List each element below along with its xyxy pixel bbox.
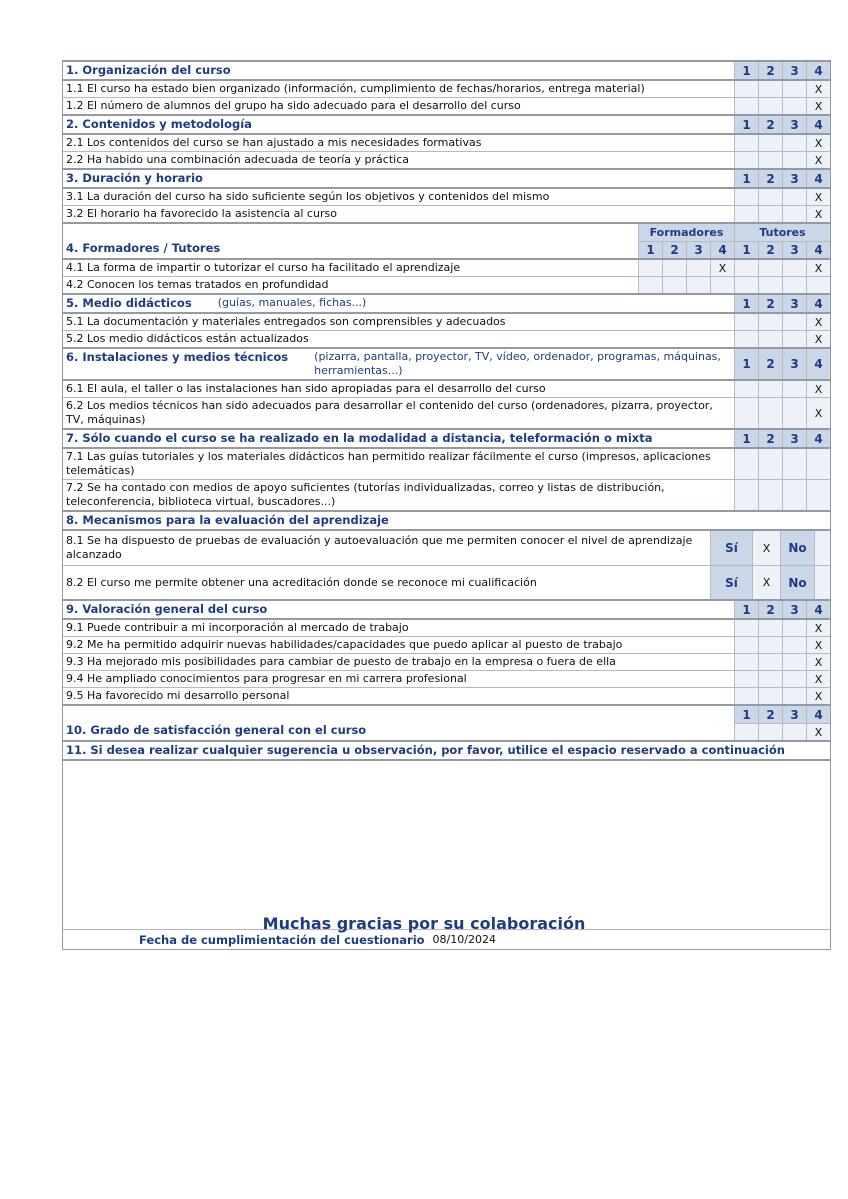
rating-cell-1 [734,654,758,670]
no-cell: No [780,566,814,599]
section-title: 2. Contenidos y metodología [66,117,252,131]
question-row [63,314,830,330]
rating-cell-4 [710,277,734,293]
section-title: 11. Si desea realizar cualquier sugerencia u observación, por favor, utilice el espacio reservado a continuación [66,743,785,757]
section-header-row [63,168,830,189]
scale-header-cell-2: 2 [758,242,782,258]
rating-cell-4: X [806,381,830,397]
rating-cell-3 [782,152,806,168]
section-text [63,349,734,379]
section-text [63,742,830,759]
section-title: 5. Medio didácticos [66,296,192,310]
date-value: 08/10/2024 [432,933,496,946]
scale-header-cell-4: 4 [806,430,830,447]
rating-cell-4 [806,449,830,479]
rating-cell-4: X [710,260,734,276]
formadores-tutores-header-row [63,222,830,260]
question-row [63,135,830,151]
question-text: 7.1 Las guías tutoriales y los materiales didácticos han permitido realizar fácilmente el curso (impresos, aplicaciones telemáticas) [66,450,711,477]
section-header-row [63,510,830,531]
rating-cell-3 [782,189,806,205]
rating-cell-2 [758,314,782,330]
question-text: 1.1 El curso ha estado bien organizado (información, cumplimiento de fechas/horarios, entrega material) [66,82,645,95]
scale-header-cell-2: 2 [758,62,782,79]
rating-cell-1 [734,398,758,428]
rating-scale [734,242,830,258]
questionnaire-form [62,60,831,950]
rating-cell-4: X [806,688,830,704]
scale-header-cell-1: 1 [734,242,758,258]
rating-cell-7 [782,277,806,293]
tutores-header: Tutores [734,224,830,241]
rating-scale [734,189,830,205]
rating-cell-3 [782,381,806,397]
rating-cell-3 [782,724,806,740]
rating-cell-3 [686,277,710,293]
section-note: (guías, manuales, fichas...) [217,296,367,309]
section-title: 7. Sólo cuando el curso se ha realizado en la modalidad a distancia, teleformación o mixta [66,431,653,445]
question-text: 4.2 Conocen los temas tratados en profundidad [66,278,329,291]
rating-cell-4: X [806,398,830,428]
rating-cell-1 [734,637,758,653]
section-header-row [63,62,830,81]
question-text: 2.2 Ha habido una combinación adecuada de teoría y práctica [66,153,409,166]
question-row [63,381,830,397]
rating-scale [734,637,830,653]
question-row [63,449,830,479]
section-text [63,62,734,79]
scale-header-cell-4: 4 [806,706,830,723]
rating-cell-3 [782,671,806,687]
question-row [63,653,830,670]
dual-scale-numbers [638,241,830,258]
rating-scale [734,480,830,510]
scale-header-cell-1: 1 [734,601,758,618]
rating-cell-2 [758,654,782,670]
section-text [63,601,734,618]
rating-scale [734,706,830,723]
scale-header-cell-1: 1 [734,116,758,133]
thanks-message: Muchas gracias por su colaboración [262,914,586,933]
rating-cell-4: X [806,637,830,653]
answer-mark-cell: X [752,566,780,599]
scale-header-cell-3: 3 [782,242,806,258]
question-text: 9.1 Puede contribuir a mi incorporación al mercado de trabajo [66,621,409,634]
scale-header-cell-1: 1 [638,242,662,258]
section-title: 9. Valoración general del curso [66,602,268,616]
rating-cell-2 [758,81,782,97]
rating-cell-4: X [806,81,830,97]
rating-cell-1 [734,480,758,510]
rating-cell-7 [782,260,806,276]
question-text: 5.1 La documentación y materiales entregados son comprensibles y adecuados [66,315,506,328]
scale-header-cell-1: 1 [734,430,758,447]
rating-cell-2 [758,724,782,740]
scale-header-cell-2: 2 [758,170,782,187]
section-text [63,430,734,447]
dual-rating-scale [638,260,830,276]
question-text: 3.1 La duración del curso ha sido suficiente según los objetivos y contenidos del mismo [66,190,550,203]
question-row [63,636,830,653]
question-row [63,205,830,222]
scale-header-cell-3: 3 [782,430,806,447]
yes-no-scale [710,531,830,565]
rating-scale [734,671,830,687]
rating-cell-1 [734,724,758,740]
rating-scale [734,688,830,704]
rating-cell-2 [758,381,782,397]
scale-header-cell-3: 3 [782,601,806,618]
section-text [63,512,830,529]
rating-cell-4: X [806,98,830,114]
rating-cell-4 [806,480,830,510]
rating-cell-3 [782,81,806,97]
rating-cell-1 [734,206,758,222]
yes-cell: Sí [710,531,752,565]
rating-cell-2 [758,152,782,168]
scale-header-cell-1: 1 [734,349,758,379]
scale-header-cell-3: 3 [782,116,806,133]
rating-cell-1 [734,81,758,97]
rating-cell-3 [782,398,806,428]
scale-header-cell-3: 3 [782,706,806,723]
question-row [63,81,830,97]
rating-scale [734,206,830,222]
rating-cell-2 [758,688,782,704]
rating-cell-3 [782,620,806,636]
scale-header-cell-3: 3 [782,170,806,187]
scale-header-cell-2: 2 [758,601,782,618]
section-header-row [63,347,830,381]
rating-cell-1 [638,277,662,293]
scale-header-cell-1: 1 [734,62,758,79]
rating-cell-2 [758,98,782,114]
question-text: 3.2 El horario ha favorecido la asistencia al curso [66,207,337,220]
rating-cell-5 [734,260,758,276]
rating-cell-1 [734,152,758,168]
rating-scale [734,654,830,670]
section-header-row [63,740,830,761]
rating-cell-3 [782,314,806,330]
rating-cell-3 [782,654,806,670]
rating-cell-2 [758,331,782,347]
question-text: 6.1 El aula, el taller o las instalaciones han sido apropiadas para el desarrollo del curso [66,382,546,395]
group-labels [638,224,830,241]
rating-cell-6 [758,277,782,293]
question-text: 6.2 Los medios técnicos han sido adecuados para desarrollar el contenido del curso (ordenadores, pizarra, proyector, TV, máquinas) [66,399,713,426]
question-row [63,260,830,276]
rating-cell-1 [734,98,758,114]
scale-header-cell-3: 3 [686,242,710,258]
rating-cell-2 [758,671,782,687]
yes-cell: Sí [710,566,752,599]
scale-header-cell-2: 2 [758,706,782,723]
rating-cell-1 [734,620,758,636]
rating-scale [734,152,830,168]
scale-header-cell-2: 2 [662,242,686,258]
rating-cell-1 [734,331,758,347]
section-text [63,170,734,187]
section-header-row [63,599,830,620]
rating-cell-8 [806,277,830,293]
rating-scale [734,81,830,97]
question-text: 9.5 Ha favorecido mi desarrollo personal [66,689,290,702]
rating-scale [734,620,830,636]
rating-cell-2 [758,398,782,428]
spacer-cell [814,531,830,565]
question-row [63,97,830,114]
question-text: 9.4 He ampliado conocimientos para progresar en mi carrera profesional [66,672,467,685]
section-text [63,295,734,312]
rating-cell-1 [734,671,758,687]
dual-rating-scale [638,277,830,293]
scale-header-cell-1: 1 [734,295,758,312]
rating-cell-4: X [806,135,830,151]
rating-cell-3 [782,331,806,347]
rating-cell-3 [782,480,806,510]
comments-area [63,761,830,929]
rating-scale [734,349,830,379]
rating-scale [734,62,830,79]
question-row [63,330,830,347]
question-row [63,687,830,704]
rating-cell-8: X [806,260,830,276]
rating-scale [734,135,830,151]
rating-cell-4: X [806,671,830,687]
spacer-cell [814,566,830,599]
question-row [63,189,830,205]
scale-header-cell-2: 2 [758,295,782,312]
scale-header-cell-4: 4 [806,242,830,258]
rating-cell-4: X [806,152,830,168]
section-header-row [63,114,830,135]
rating-cell-4: X [806,724,830,740]
scale-header-cell-3: 3 [782,295,806,312]
rating-scale [734,724,830,740]
rating-cell-2 [662,277,686,293]
section-header-row [63,293,830,314]
rating-scale [734,601,830,618]
question-text: 9.2 Me ha permitido adquirir nuevas habilidades/capacidades que puedo aplicar al puesto de trabajo [66,638,623,651]
rating-scale [734,449,830,479]
scale-header-cell-4: 4 [710,242,734,258]
question-text: 7.2 Se ha contado con medios de apoyo suficientes (tutorías individualizadas, correo y listas de distribución, teleconferencia, biblioteca virtual, buscadores...) [66,481,665,508]
scale-numbers [734,706,830,723]
section-note: (pizarra, pantalla, proyector, TV, vídeo, ordenador, programas, máquinas, herramientas...) [314,350,721,377]
rating-cell-5 [734,277,758,293]
question-text: 2.1 Los contenidos del curso se han ajustado a mis necesidades formativas [66,136,482,149]
scale-header-cell-1: 1 [734,706,758,723]
rating-cell-4: X [806,189,830,205]
rating-scale [734,170,830,187]
section-header-row [63,428,830,449]
rating-cell-3 [782,98,806,114]
rating-cell-1 [734,449,758,479]
rating-cell-2 [758,206,782,222]
rating-cell-3 [782,637,806,653]
rating-cell-3 [686,260,710,276]
satisfaction-row [63,704,830,740]
scale-header-cell-3: 3 [782,349,806,379]
rating-cell-3 [782,449,806,479]
section-text [63,706,734,740]
section-title: 3. Duración y horario [66,171,203,185]
rating-scale [734,398,830,428]
formadores-header: Formadores [638,224,734,241]
rating-cell-4: X [806,654,830,670]
scale-header-cell-3: 3 [782,62,806,79]
question-text: 5.2 Los medio didácticos están actualizados [66,332,309,345]
question-text: 8.2 El curso me permite obtener una acreditación donde se reconoce mi cualificación [66,575,537,589]
scale-header-cell-2: 2 [758,116,782,133]
rating-cell-2 [758,135,782,151]
question-row [63,479,830,510]
question-row [63,151,830,168]
dual-scale-header [638,224,830,258]
scale-header-cell-2: 2 [758,430,782,447]
scale-header-cell-4: 4 [806,601,830,618]
rating-cell-1 [734,189,758,205]
rating-cell-2 [662,260,686,276]
scale-answers [734,723,830,740]
section-title: 10. Grado de satisfacción general con el curso [66,723,367,737]
section-text [63,116,734,133]
rating-scale [734,331,830,347]
rating-cell-2 [758,480,782,510]
rating-cell-2 [758,189,782,205]
question-row [63,620,830,636]
satisfaction-scale [734,706,830,740]
scale-header-cell-1: 1 [734,170,758,187]
yes-no-question-row [63,565,830,599]
scale-header-cell-4: 4 [806,170,830,187]
rating-cell-2 [758,620,782,636]
question-row [63,276,830,293]
question-text: 9.3 Ha mejorado mis posibilidades para cambiar de puesto de trabajo en la empresa o fuera de ella [66,655,616,668]
rating-cell-6 [758,260,782,276]
question-text: 1.2 El número de alumnos del grupo ha sido adecuado para el desarrollo del curso [66,99,521,112]
section-title: 1. Organización del curso [66,63,231,77]
rating-cell-2 [758,637,782,653]
date-label: Fecha de cumplimientación del cuestionario [139,932,425,947]
rating-cell-1 [734,688,758,704]
question-row [63,397,830,428]
rating-cell-1 [734,314,758,330]
rating-cell-3 [782,135,806,151]
rating-cell-1 [734,381,758,397]
rating-scale [734,116,830,133]
answer-mark-cell: X [752,531,780,565]
rating-cell-4: X [806,314,830,330]
yes-no-question-row [63,531,830,565]
question-text: 8.1 Se ha dispuesto de pruebas de evaluación y autoevaluación que me permiten conocer el nivel de aprendizaje alcanzado [66,534,693,561]
rating-cell-1 [638,260,662,276]
rating-scale [638,242,734,258]
section-title: 8. Mecanismos para la evaluación del aprendizaje [66,513,389,527]
scale-header-cell-4: 4 [806,349,830,379]
question-text: 4.1 La forma de impartir o tutorizar el curso ha facilitado el aprendizaje [66,261,461,274]
rating-scale [734,295,830,312]
rating-cell-1 [734,135,758,151]
no-cell: No [780,531,814,565]
scale-header-cell-2: 2 [758,349,782,379]
yes-no-scale [710,566,830,599]
rating-scale [734,381,830,397]
rating-cell-4: X [806,331,830,347]
section-title: 4. Formadores / Tutores [66,241,221,255]
scale-header-cell-4: 4 [806,295,830,312]
scale-header-cell-4: 4 [806,62,830,79]
rating-cell-3 [782,206,806,222]
rating-scale [734,98,830,114]
section-title: 6. Instalaciones y medios técnicos [66,350,289,364]
question-row [63,670,830,687]
rating-cell-3 [782,688,806,704]
section-text [63,224,638,258]
rating-cell-2 [758,449,782,479]
rating-cell-4: X [806,206,830,222]
rating-scale [734,314,830,330]
rating-scale [734,430,830,447]
rating-cell-4: X [806,620,830,636]
scale-header-cell-4: 4 [806,116,830,133]
